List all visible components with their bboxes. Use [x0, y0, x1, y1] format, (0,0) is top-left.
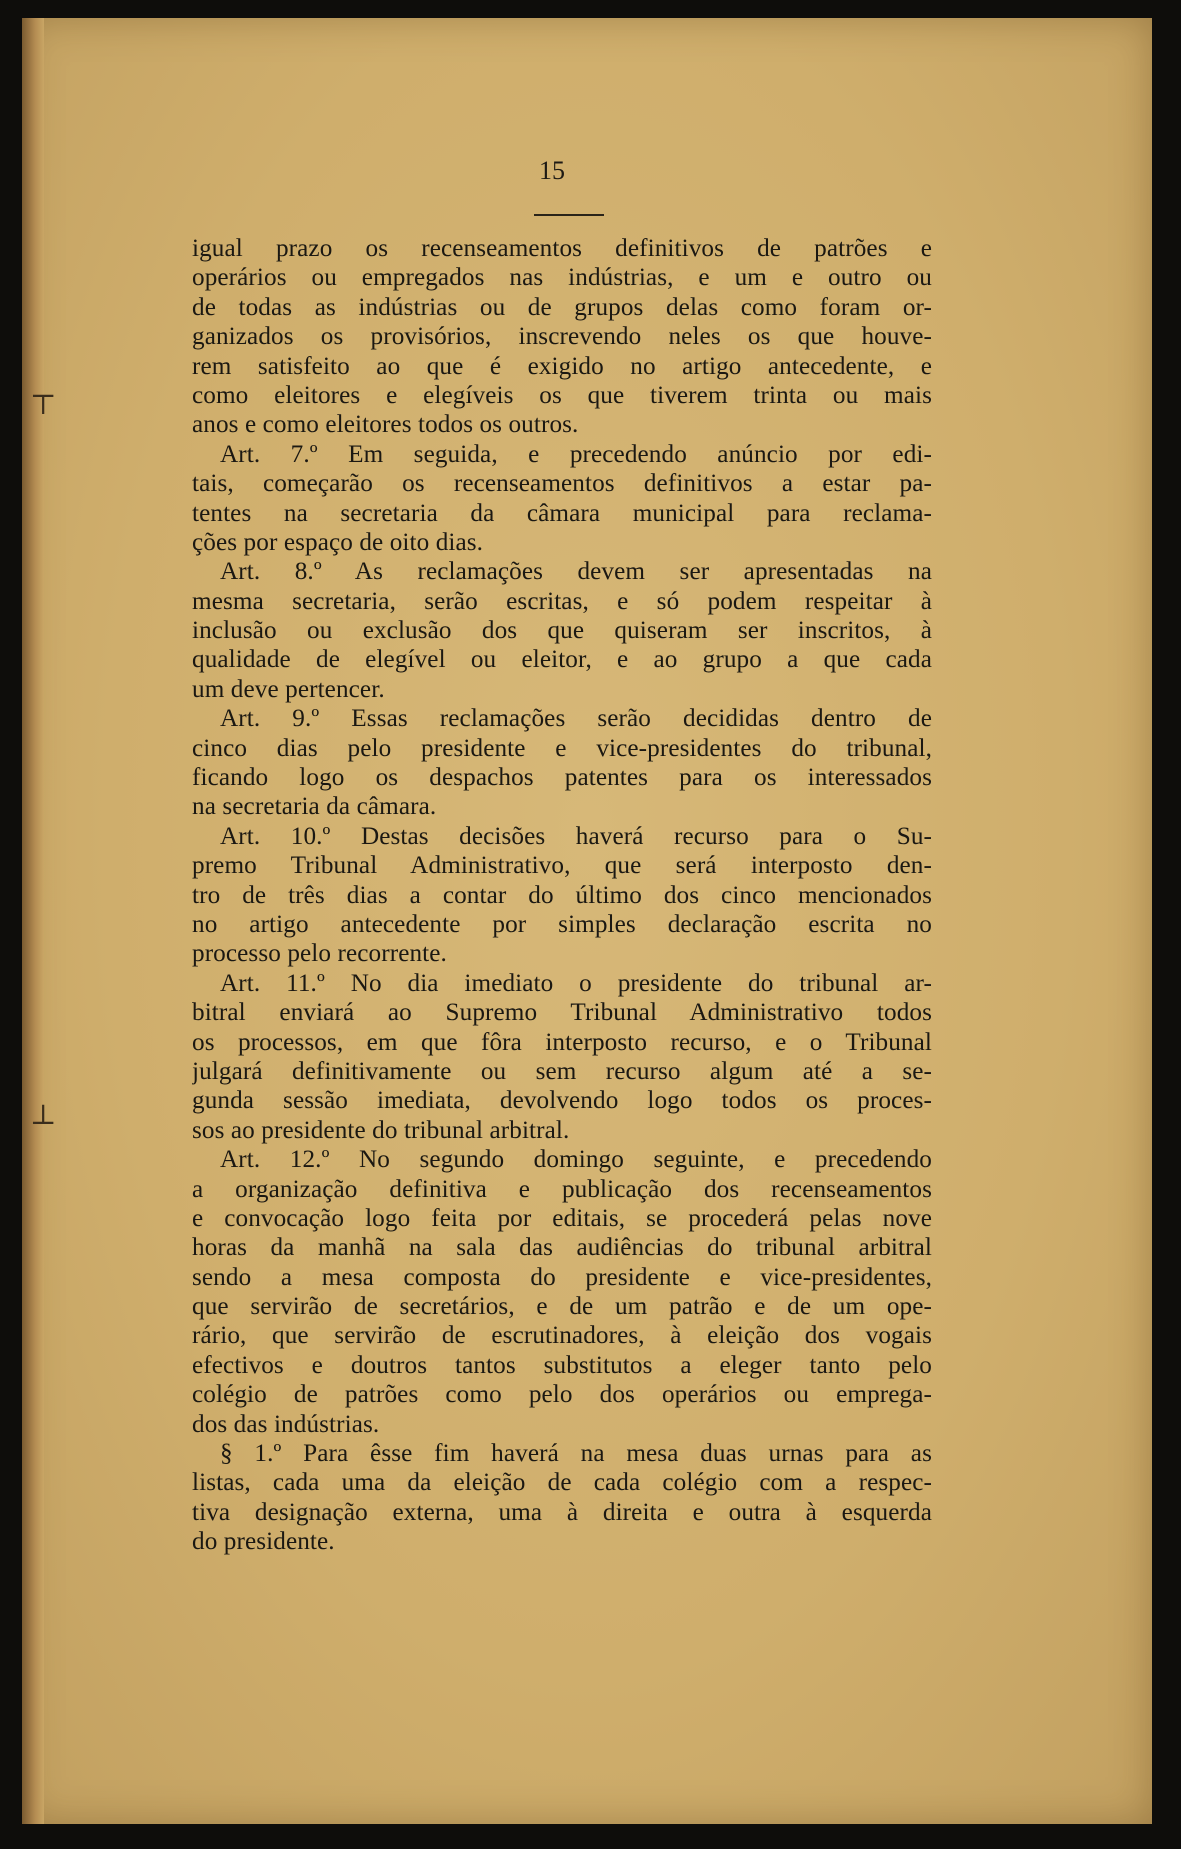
text-line: de todas as indústrias ou de grupos delas como foram or- — [192, 293, 932, 321]
text-line: rem satisfeito ao que é exigido no artigo antecedente, e — [192, 352, 932, 380]
binding-edge — [22, 18, 44, 1824]
text-line: a organização definitiva e publicação dos recenseamentos — [192, 1175, 932, 1203]
body-text — [192, 234, 932, 1557]
text-line: rário, que servirão de escrutinadores, à eleição dos vogais — [192, 1322, 932, 1350]
text-line: anos e como eleitores todos os outros. — [192, 411, 579, 439]
text-line: e convocação logo feita por editais, se procederá pelas nove — [192, 1204, 932, 1232]
text-line: julgará definitivamente ou sem recurso algum até a se- — [192, 1057, 932, 1085]
text-line: Art. 12.º No segundo domingo seguinte, e precedendo — [220, 1146, 932, 1174]
text-line: os processos, em que fôra interposto recurso, e o Tribunal — [192, 1028, 932, 1056]
text-line: igual prazo os recenseamentos definitivos de patrões e — [192, 235, 932, 262]
binding-thread-mark: ⊥ — [30, 1100, 57, 1131]
text-line: ções por espaço de oito dias. — [192, 528, 484, 556]
text-line: tentes na secretaria da câmara municipal para reclama- — [192, 499, 932, 527]
text-line: ganizados os provisórios, inscrevendo neles os que houve- — [192, 323, 932, 351]
text-line: colégio de patrões como pelo dos operários ou emprega- — [192, 1381, 932, 1409]
text-line: um deve pertencer. — [192, 675, 385, 703]
text-line: do presidente. — [192, 1528, 335, 1556]
page-number: 15 — [539, 156, 565, 185]
text-line: tro de três dias a contar do último dos cinco mencionados — [192, 881, 932, 909]
text-line: tiva designação externa, uma à direita e outra à esquerda — [192, 1498, 932, 1526]
text-line: qualidade de elegível ou eleitor, e ao grupo a que cada — [192, 646, 932, 674]
text-line: inclusão ou exclusão dos que quiseram ser inscritos, à — [192, 617, 932, 645]
text-line: operários ou empregados nas indústrias, e um e outro ou — [192, 264, 932, 292]
text-line: gunda sessão imediata, devolvendo logo todos os proces- — [192, 1087, 932, 1115]
text-line: Art. 11.º No dia imediato o presidente do tribunal ar- — [220, 969, 932, 997]
text-line: processo pelo recorrente. — [192, 940, 447, 968]
book-page — [22, 18, 1152, 1824]
text-line: que servirão de secretários, e de um patrão e de um ope- — [192, 1293, 932, 1321]
text-line: efectivos e doutros tantos substitutos a eleger tanto pelo — [192, 1351, 932, 1379]
binding-thread-mark: ⊤ — [30, 390, 57, 421]
text-line: sendo a mesa composta do presidente e vice-presidentes, — [192, 1263, 932, 1291]
text-line: como eleitores e elegíveis os que tiverem trinta ou mais — [192, 381, 932, 409]
text-line: sos ao presidente do tribunal arbitral. — [192, 1116, 570, 1144]
text-line: Art. 9.º Essas reclamações serão decididas dentro de — [220, 705, 932, 733]
text-line: na secretaria da câmara. — [192, 793, 437, 821]
text-line: premo Tribunal Administrativo, que será interposto den- — [192, 852, 932, 880]
text-line: ficando logo os despachos patentes para os interessados — [192, 764, 932, 792]
text-line: listas, cada uma da eleição de cada colégio com a respec- — [192, 1469, 932, 1497]
text-line: Art. 10.º Destas decisões haverá recurso para o Su- — [220, 822, 932, 850]
text-line: tais, começarão os recenseamentos definitivos a estar pa- — [192, 470, 932, 498]
page-number-rule — [534, 214, 604, 216]
text-line: Art. 7.º Em seguida, e precedendo anúncio por edi- — [220, 440, 932, 468]
text-line: § 1.º Para êsse fim haverá na mesa duas urnas para as — [220, 1440, 932, 1468]
text-line: dos das indústrias. — [192, 1410, 380, 1438]
text-line: Art. 8.º As reclamações devem ser apresentadas na — [220, 558, 932, 586]
text-line: no artigo antecedente por simples declaração escrita no — [192, 910, 932, 938]
text-line: mesma secretaria, serão escritas, e só podem respeitar à — [192, 587, 932, 615]
text-line: bitral enviará ao Supremo Tribunal Administrativo todos — [192, 999, 932, 1027]
text-line: horas da manhã na sala das audiências do tribunal arbitral — [192, 1234, 932, 1262]
text-line: cinco dias pelo presidente e vice-presidentes do tribunal, — [192, 734, 932, 762]
